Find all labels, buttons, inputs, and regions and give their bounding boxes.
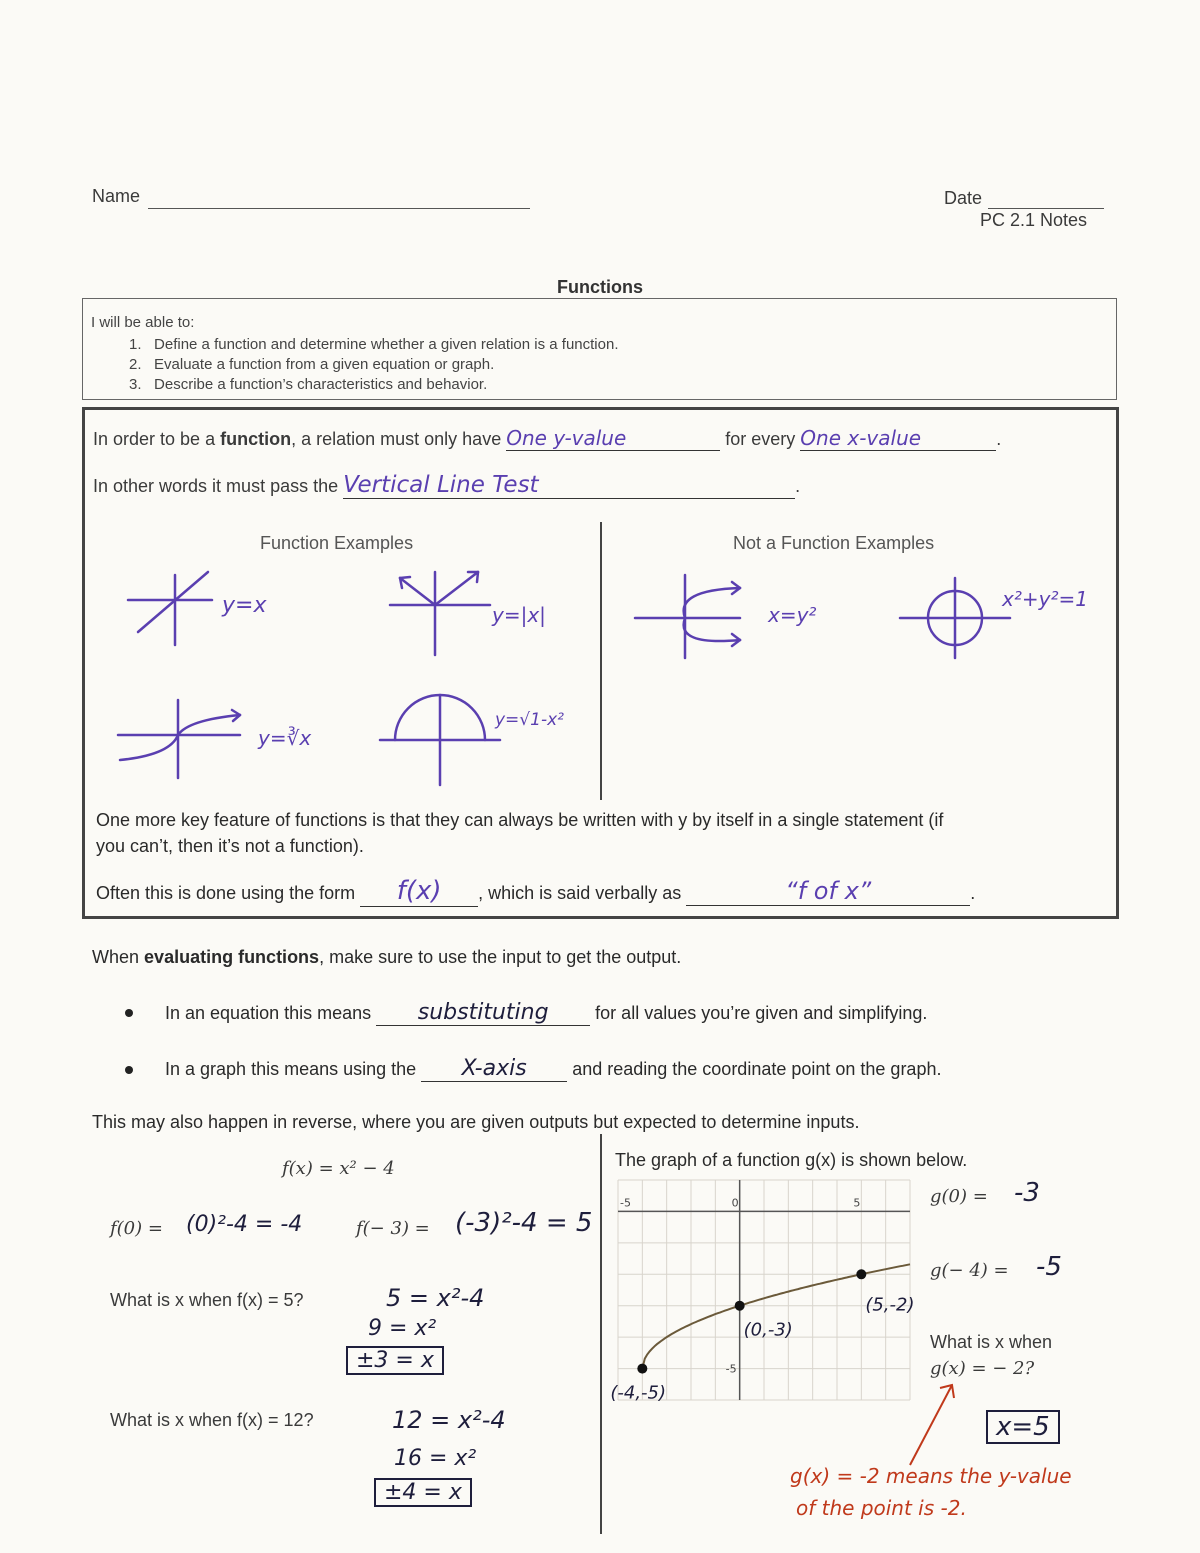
- fx-definition: f(x) = x² − 4: [282, 1158, 395, 1179]
- example-sketches: [100, 560, 1100, 790]
- graph-abs-value-icon: [390, 572, 490, 655]
- g-graph-point: [856, 1269, 866, 1279]
- question-1: What is x when f(x) = 5?: [110, 1290, 304, 1310]
- answer-one-y-value: One y-value: [506, 426, 720, 451]
- evaluating-bullet-2: In a graph this means using the X-axis and reading the coordinate point on the graph.: [165, 1056, 942, 1081]
- graph-x-equals-y-squared-icon: [635, 575, 740, 658]
- objective-item: 2. Evaluate a function from a given equation or graph.: [129, 356, 495, 373]
- objective-item: 3. Describe a function’s characteristics and behavior.: [129, 376, 488, 393]
- g-graph-tick-label: 0: [731, 1196, 739, 1210]
- eq-cube-root-label: y=∛x: [258, 726, 312, 750]
- key-feature-line-2: you can’t, then it’s not a function).: [96, 836, 364, 856]
- g-graph-tick-label: -5: [725, 1362, 737, 1376]
- f0-label: f(0) =: [110, 1218, 163, 1239]
- name-field-line[interactable]: [148, 208, 530, 209]
- g-graph-tick-label: 5: [853, 1196, 861, 1210]
- fm3-label: f(− 3) =: [356, 1218, 430, 1239]
- evaluating-intro: When evaluating functions, make sure to use the input to get the output.: [92, 947, 682, 967]
- f0-work: (0)²-4 = -4: [186, 1212, 303, 1237]
- graph-cube-root-icon: [118, 700, 240, 778]
- q1-work-2: 9 = x²: [368, 1316, 437, 1341]
- eq-y-x-label: y=x: [222, 593, 267, 618]
- graph-intro: The graph of a function g(x) is shown below.: [615, 1150, 968, 1170]
- g-graph-tick-label: -5: [620, 1196, 631, 1210]
- bullet-icon: [125, 1066, 133, 1074]
- g0-answer: -3: [1014, 1178, 1040, 1208]
- g-graph-point: [637, 1364, 647, 1374]
- g-graph-point: [735, 1301, 745, 1311]
- form-line: Often this is done using the form f(x) , which is said verbally as “f of x” .: [96, 876, 976, 906]
- eq-semicircle-label: y=√1-x²: [495, 710, 564, 730]
- date-field-line[interactable]: [988, 208, 1104, 209]
- function-examples-heading: Function Examples: [260, 533, 414, 553]
- q1-work-1: 5 = x²-4: [386, 1284, 485, 1312]
- answer-substituting: substituting: [376, 1000, 590, 1026]
- objective-item: 1. Define a function and determine whether a given relation is a function.: [129, 336, 619, 353]
- fm3-work: (-3)²-4 = 5: [455, 1208, 593, 1238]
- question-2: What is x when f(x) = 12?: [110, 1410, 314, 1430]
- g0-label: g(0) =: [930, 1186, 988, 1207]
- objectives-box: [82, 298, 1117, 400]
- g-graph-point-label: (5,-2): [865, 1294, 915, 1316]
- evaluating-bullet-1: In an equation this means substituting for all values you’re given and simplifying.: [165, 1000, 928, 1025]
- q1-answer-box: ±3 = x: [346, 1346, 444, 1375]
- q2-answer-box: ±4 = x: [374, 1478, 472, 1507]
- graph-semicircle-icon: [380, 695, 500, 785]
- eq-abs-label: y=|x|: [492, 603, 546, 627]
- course-label: PC 2.1 Notes: [980, 210, 1088, 230]
- red-note-line-1: g(x) = -2 means the y-value: [790, 1464, 1072, 1488]
- answer-vertical-line-test: Vertical Line Test: [343, 472, 795, 499]
- q3-line-1: What is x when: [930, 1332, 1053, 1352]
- eq-circle-label: x²+y²=1: [1002, 587, 1088, 611]
- answer-f-of-x: f(x): [360, 876, 478, 907]
- q3-line-2: g(x) = − 2?: [930, 1358, 1035, 1379]
- objectives-intro: I will be able to:: [91, 314, 195, 331]
- name-label: Name: [92, 186, 141, 206]
- work-divider: [600, 1134, 602, 1534]
- eq-x-y2-label: x=y²: [768, 603, 817, 627]
- objectives-list: [129, 335, 618, 395]
- graph-y-equals-x-icon: [128, 572, 212, 645]
- gm4-answer: -5: [1036, 1252, 1062, 1282]
- key-feature-line-1: One more key feature of functions is that they can always be written with y by itself in a single statement (if: [96, 810, 944, 830]
- red-note-line-2: of the point is -2.: [796, 1496, 967, 1520]
- date-label: Date: [944, 188, 983, 208]
- g-graph-point-label: (0,-3): [743, 1319, 793, 1341]
- q3-answer-box: x=5: [986, 1410, 1060, 1444]
- g-graph: [610, 1180, 915, 1404]
- definition-line-2: In other words it must pass the Vertical Line Test .: [93, 472, 801, 498]
- not-function-examples-heading: Not a Function Examples: [733, 533, 935, 553]
- graph-circle-icon: [900, 578, 1010, 658]
- answer-verbal: “f of x”: [686, 877, 970, 906]
- page-title: Functions: [557, 277, 643, 297]
- q2-work-1: 12 = x²-4: [392, 1406, 506, 1434]
- bullet-icon: [125, 1009, 133, 1017]
- answer-x-axis: X-axis: [421, 1056, 567, 1082]
- q2-work-2: 16 = x²: [394, 1446, 477, 1471]
- answer-one-x-value: One x-value: [800, 426, 996, 451]
- definition-line-1: In order to be a function, a relation must only have One y-value for every One x-value .: [93, 426, 1002, 450]
- gm4-label: g(− 4) =: [930, 1260, 1009, 1281]
- reverse-note: This may also happen in reverse, where you are given outputs but expected to determine inputs.: [92, 1112, 860, 1132]
- g-graph-point-label: (-4,-5): [610, 1382, 667, 1404]
- g-graph-curve: [642, 1264, 910, 1368]
